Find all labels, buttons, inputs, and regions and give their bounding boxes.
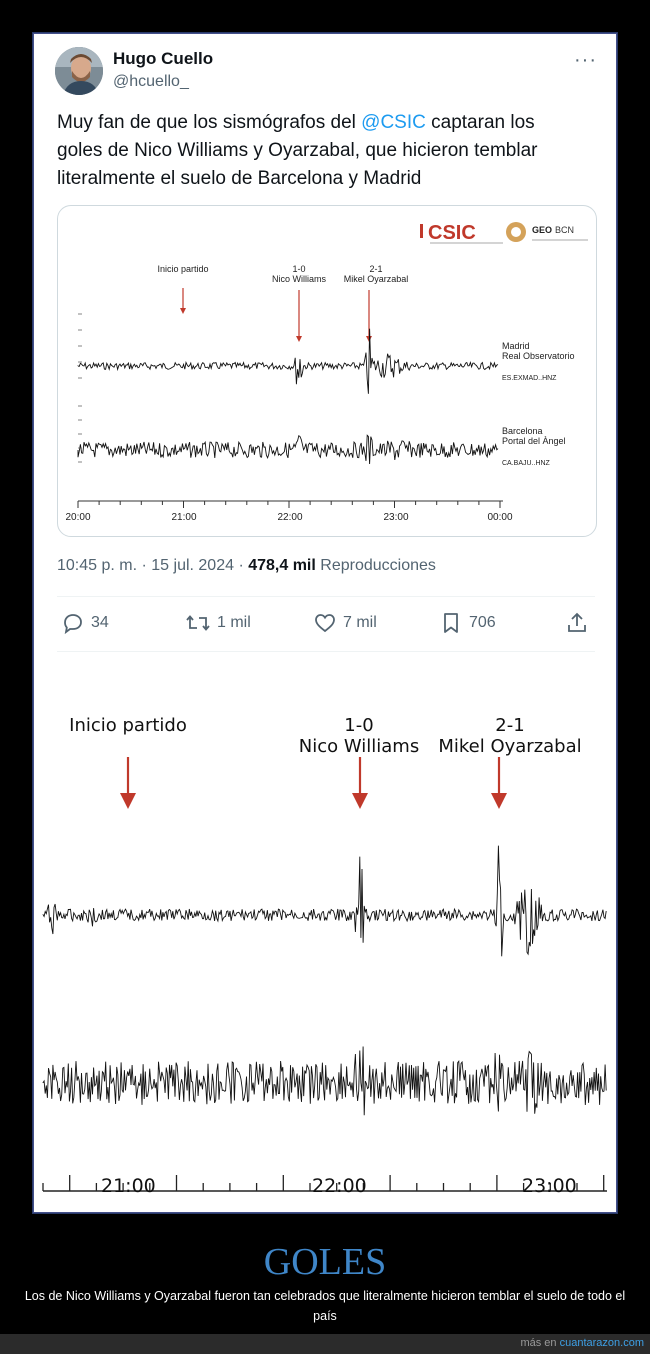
zoom-tick-label: 22:00 (312, 1175, 367, 1197)
card-event-label: 1-0 (292, 264, 306, 274)
csic-logo (420, 222, 588, 244)
retweet-icon (185, 611, 211, 635)
share-icon (565, 611, 589, 635)
footer-text (520, 1337, 644, 1349)
tweet-screenshot (32, 32, 618, 1214)
barcelona-trace (78, 435, 498, 464)
zoomed-seismogram[interactable] (33, 653, 617, 1213)
card-tick-label: 20:00 (65, 512, 91, 523)
mention-link[interactable]: @CSIC (361, 112, 426, 133)
zoom-traces (43, 846, 606, 1116)
card-tick-label: 23:00 (383, 512, 409, 523)
station-label: Real Observatorio (502, 351, 575, 361)
bookmark-button[interactable] (439, 611, 496, 635)
zoom-tick-label: 21:00 (101, 1175, 156, 1197)
card-tick-label: 22:00 (277, 512, 303, 523)
card-event-label: Nico Williams (272, 274, 326, 284)
station-label: Portal del Àngel (502, 436, 566, 446)
post-caption: Los de Nico Williams y Oyarzabal fueron tan celebrados que literalmente hicieron temblar el suelo de todo el país (24, 1289, 626, 1323)
station-label: Barcelona (502, 426, 543, 436)
bookmark-icon (439, 611, 463, 635)
card-event-label: 2-1 (369, 264, 383, 274)
madrid-trace (78, 329, 498, 394)
zoom-event-label: Mikel Oyarzabal (438, 736, 582, 757)
card-ticks (78, 501, 500, 508)
divider (57, 596, 595, 597)
arrow-icon (180, 288, 186, 314)
divider (57, 651, 595, 652)
zoom-tick-labels (33, 1173, 617, 1203)
avatar[interactable] (55, 47, 103, 95)
retweet-count: 1 mil (217, 614, 251, 631)
view-count: 478,4 mil (248, 557, 316, 574)
card-tick-label: 00:00 (487, 512, 513, 523)
zoom-event-label: 1-0 (344, 715, 374, 736)
card-event-label: Inicio partido (157, 264, 209, 274)
bookmark-count: 706 (469, 614, 496, 631)
retweet-button[interactable] (185, 611, 251, 635)
station-code: CA.BAJU..HNZ (502, 460, 550, 467)
arrow-icon (296, 290, 302, 342)
share-button[interactable] (565, 611, 595, 635)
timestamp[interactable]: 10:45 p. m. · 15 jul. 2024 · (57, 557, 249, 574)
zoom-arrows (120, 757, 507, 809)
arrow-icon (491, 757, 507, 809)
arrow-icon (120, 757, 136, 809)
tweet-text-part: Muy fan de que los sismógrafos del (57, 112, 362, 133)
madrid-trace (43, 846, 606, 957)
geo-logo-text: GEO (532, 225, 553, 235)
like-count: 7 mil (343, 614, 377, 631)
like-icon (313, 611, 337, 635)
bcn-logo-text: BCN (555, 225, 575, 235)
tweet-media[interactable] (57, 205, 597, 537)
station-code: ES.EXMAD..HNZ (502, 375, 557, 382)
station-label: Madrid (502, 341, 530, 351)
tweet-text-part: captaran los goles de Nico Williams y Oyarzabal, que hicieron temblar literalmente el suelo de Barcelona y Madrid (57, 112, 538, 189)
reply-button[interactable] (61, 611, 109, 635)
footer-prefix: más en (520, 1337, 560, 1349)
zoomed-seismogram-image (33, 653, 617, 1213)
reply-icon (61, 611, 85, 635)
like-button[interactable] (313, 611, 377, 635)
seismogram-image (58, 206, 596, 536)
arrow-icon (366, 290, 372, 342)
author-handle[interactable]: @hcuello_ (113, 73, 189, 90)
zoom-tick-label: 23:00 (522, 1175, 577, 1197)
barcelona-trace (43, 1047, 606, 1116)
arrow-icon (352, 757, 368, 809)
card-tick-label: 21:00 (171, 512, 197, 523)
post-title: GOLES (263, 1241, 387, 1283)
card-arrows (180, 288, 372, 342)
views-label: Reproducciones (315, 557, 436, 574)
zoom-event-label: Nico Williams (298, 736, 420, 757)
zoom-event-label: 2-1 (495, 715, 525, 736)
card-event-label: Mikel Oyarzabal (343, 274, 409, 284)
tweet-text (57, 109, 577, 193)
reply-count: 34 (91, 614, 109, 631)
author-name[interactable]: Hugo Cuello (113, 49, 214, 68)
tweet-meta (57, 557, 436, 575)
more-icon[interactable]: ··· (574, 49, 597, 71)
footer-link[interactable]: cuantarazon.com (559, 1337, 644, 1349)
card-traces (78, 314, 498, 464)
footer-bar (0, 1334, 650, 1354)
zoom-event-label: Inicio partido (69, 715, 187, 736)
csic-logo-text: CSIC (428, 222, 476, 244)
